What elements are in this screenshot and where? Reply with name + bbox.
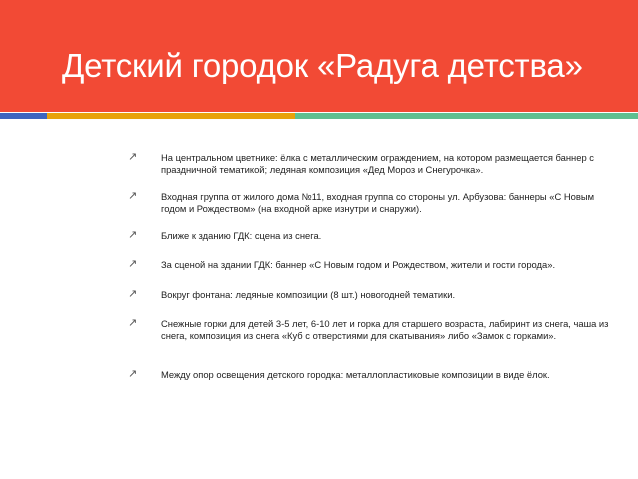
slide-title: Детский городок «Радуга детства» [62, 47, 583, 84]
diagonal-arrow-icon: ↗ [128, 367, 138, 380]
bullet-text: Входная группа от жилого дома №11, входная группа со стороны ул. Арбузова: баннеры «С Новым годом и Рождеством» (на входной арке изнутри и снаружи). [161, 191, 595, 215]
diagonal-arrow-icon: ↗ [128, 316, 138, 329]
diagonal-arrow-icon: ↗ [128, 228, 138, 241]
accent-stripe-orange [47, 113, 295, 119]
diagonal-arrow-icon: ↗ [128, 287, 138, 300]
bullet-text: За сценой на здании ГДК: баннер «С Новым годом и Рождеством, жители и гости города». [161, 259, 556, 270]
bullet-text: Снежные горки для детей 3-5 лет, 6-10 лет и горка для старшего возраста, лабиринт из снега, чаша из снега, композиция из снега «Куб с отверстиями для скатывания» либо «Замок с горками». [161, 318, 609, 342]
diagonal-arrow-icon: ↗ [128, 150, 138, 163]
accent-stripe-green [295, 113, 638, 119]
title-bar [0, 0, 638, 112]
bullet-text: Вокруг фонтана: ледяные композиции (8 шт.) новогодней тематики. [161, 289, 456, 300]
accent-stripe-blue [0, 113, 47, 119]
diagonal-arrow-icon: ↗ [128, 189, 138, 202]
bullet-text: Между опор освещения детского городка: металлопластиковые композиции в виде ёлок. [161, 369, 550, 380]
bullet-text: На центральном цветнике: ёлка с металлическим ограждением, на котором размещается баннер с праздничной тематикой; ледяная композиция «Дед Мороз и Снегурочка». [161, 152, 594, 176]
diagonal-arrow-icon: ↗ [128, 257, 138, 270]
bullet-text: Ближе к зданию ГДК: сцена из снега. [161, 230, 322, 241]
